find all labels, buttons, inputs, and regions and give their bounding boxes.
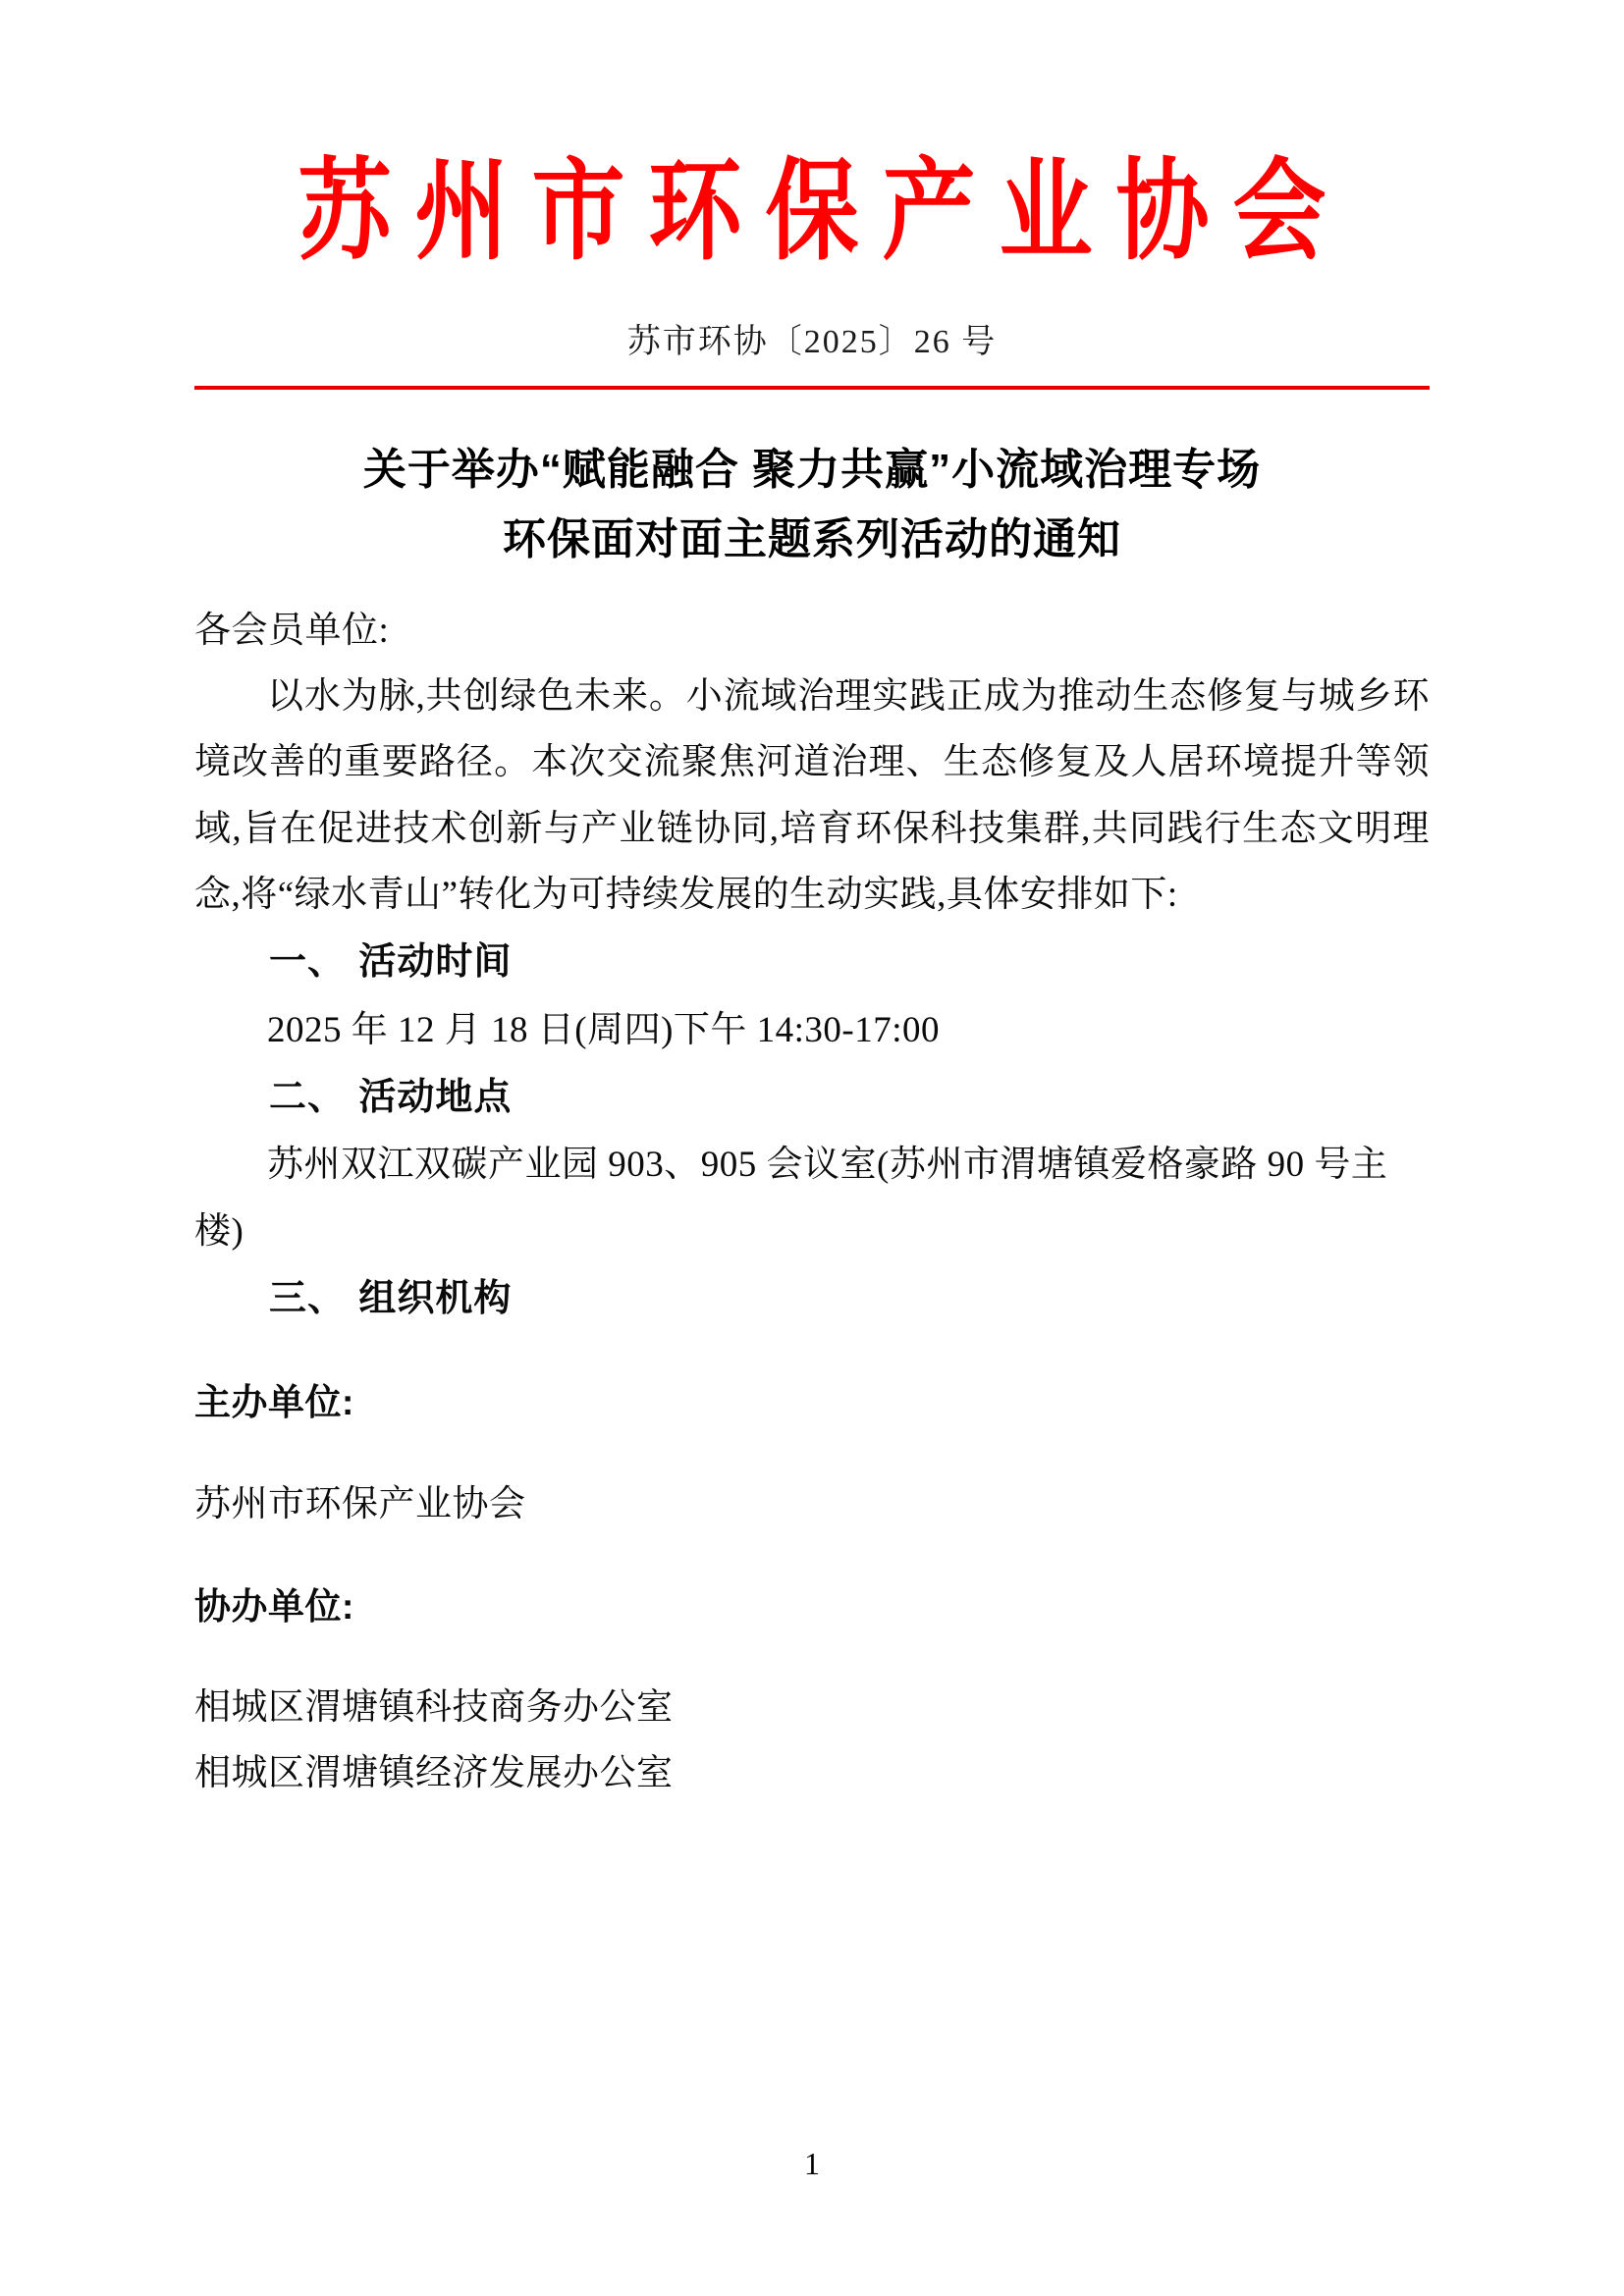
document-number: 苏市环协〔2025〕26 号 (626, 323, 998, 360)
section-heading-2 (269, 1063, 1430, 1132)
document-body (194, 600, 1430, 1806)
section-number-3: 三、 (269, 1277, 347, 1319)
co-organizer-label: 协办单位: (194, 1586, 354, 1628)
salutation: 各会员单位: (194, 611, 390, 652)
section-1-line-1: 2025 年 12 月 18 日(周四)下午 14:30-17:00 (267, 1009, 941, 1050)
letterhead (194, 150, 1430, 274)
host-organization-item-1: 苏州市环保产业协会 (194, 1483, 526, 1524)
document-title-line-1: 关于举办“赋能融合 聚力共赢”小流域治理专场 (362, 445, 1262, 494)
page-number: 1 (804, 2146, 820, 2181)
section-heading-1 (269, 928, 1430, 996)
organization-title: 苏州市环保产业协会 (298, 150, 1350, 274)
co-organizer-item-2: 相城区渭塘镇经济发展办公室 (194, 1753, 674, 1794)
section-title-1: 活动时间 (358, 941, 513, 984)
document-title-line-2: 环保面对面主题系列活动的通知 (503, 515, 1121, 564)
co-organizer-item-1: 相城区渭塘镇科技商务办公室 (194, 1687, 674, 1729)
section-number-1: 一、 (269, 941, 347, 984)
section-heading-3 (269, 1264, 1430, 1333)
host-organization-label: 主办单位: (194, 1382, 354, 1423)
section-number-2: 二、 (269, 1076, 347, 1118)
document-title (194, 435, 1430, 575)
intro-paragraph: 以水为脉,共创绿色未来。小流域治理实践正成为推动生态修复与城乡环境改善的重要路径。本次交流聚焦河道治理、生态修复及人居环境提升等领域,旨在促进技术创新与产业链协同,培育环保科技集群,共同践行生态文明理念,将“绿水青山”转化为可持续发展的生动实践,具体安排如下: (194, 676, 1430, 916)
section-title-3: 组织机构 (358, 1277, 513, 1319)
section-title-2: 活动地点 (358, 1076, 513, 1118)
section-2-line-1: 苏州双江双碳产业园 903、905 会议室(苏州市渭塘镇爱格豪路 90 号主楼) (194, 1145, 1388, 1252)
red-separator-rule (194, 386, 1430, 390)
